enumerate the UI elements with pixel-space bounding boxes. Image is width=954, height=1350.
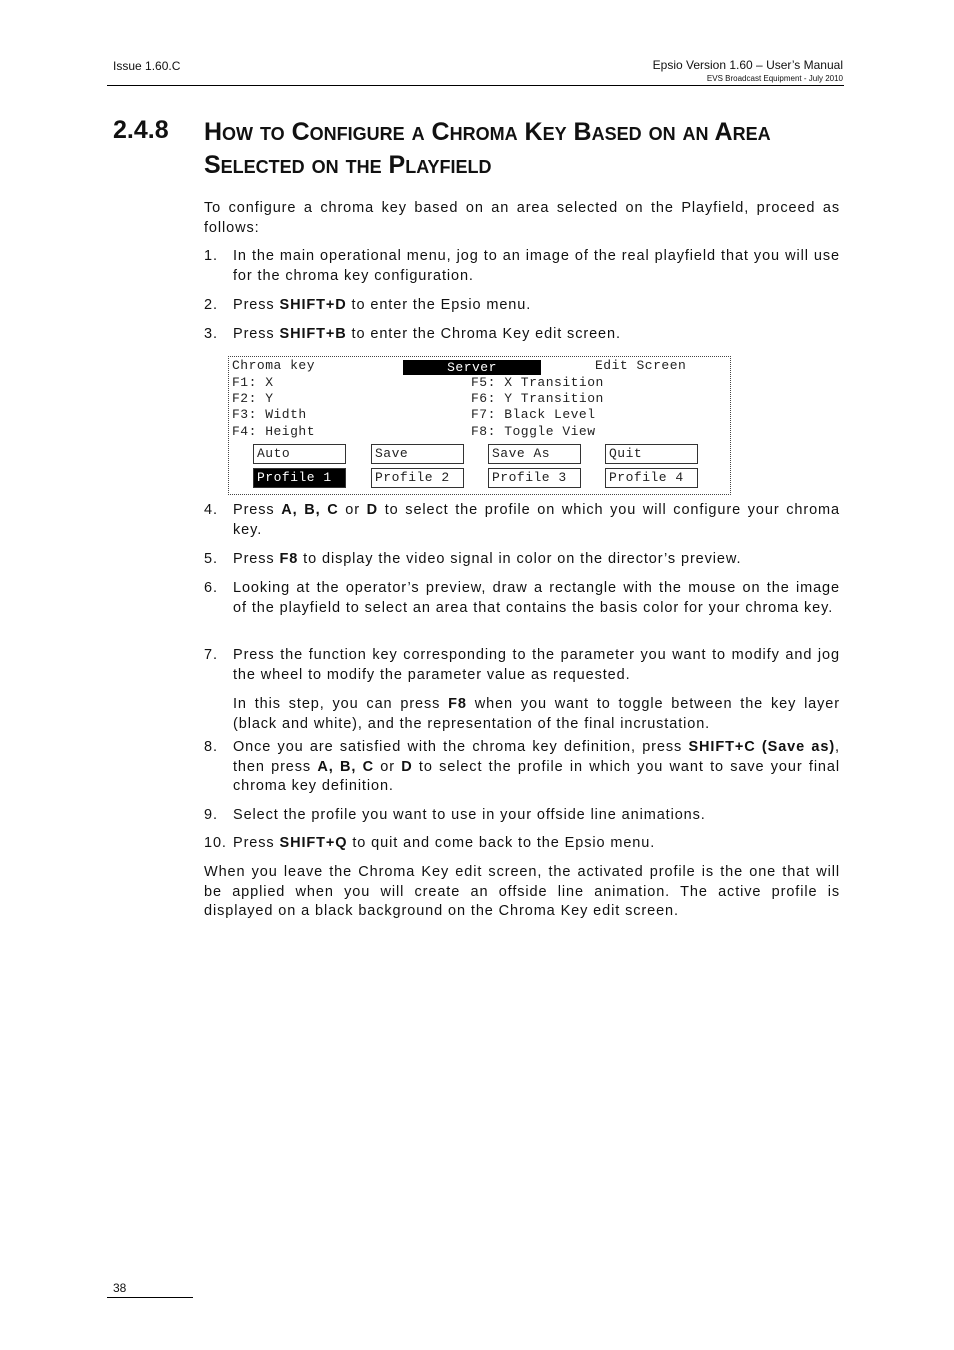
step-text: Press the function key corresponding to the parameter you want to modify and jog the wheel to modify the parameter value as requested. — [233, 647, 840, 683]
function-key-f6: F6: Y Transition — [471, 391, 604, 406]
step-text: Once you are satisfied with the chroma key definition, press SHIFT+C (Save as), then press A, B, C or D to select the profile in which you want to save your final chroma key definition. — [233, 739, 840, 794]
step-number: 9. — [204, 807, 218, 823]
step-text: Press F8 to display the video signal in color on the director’s preview. — [233, 551, 742, 567]
header-company-date: EVS Broadcast Equipment - July 2010 — [706, 74, 843, 83]
step-number: 6. — [204, 580, 218, 596]
key-shortcut: D — [401, 758, 413, 775]
step-number: 2. — [204, 297, 218, 313]
header-manual-title: Epsio Version 1.60 – User’s Manual — [652, 58, 843, 72]
chroma-key-edit-screen — [228, 356, 731, 495]
step-text: In the main operational menu, jog to an image of the real playfield that you will use for the chroma key configuration. — [233, 248, 840, 284]
section-title-line2: Selected on the Playfield — [204, 151, 492, 179]
profile-4-button[interactable]: Profile 4 — [605, 468, 698, 488]
footer-rule — [107, 1297, 193, 1298]
function-key-f2: F2: Y — [232, 391, 274, 406]
key-shortcut: SHIFT+B — [279, 326, 347, 342]
page-number: 38 — [113, 1281, 127, 1295]
step-text: Press SHIFT+Q to quit and come back to the Epsio menu. — [233, 835, 656, 851]
profile-2-button[interactable]: Profile 2 — [371, 468, 464, 488]
function-key-f3: F3: Width — [232, 407, 307, 422]
header-right — [653, 58, 843, 83]
key-shortcut: D — [366, 502, 379, 518]
save-as-button[interactable]: Save As — [488, 444, 581, 464]
edit-screen-label: Edit Screen — [595, 358, 687, 373]
screen-title: Chroma key — [232, 358, 316, 373]
step-number: 1. — [204, 248, 218, 264]
function-key-f8: F8: Toggle View — [471, 424, 596, 439]
step-text: Press SHIFT+B to enter the Chroma Key edit screen. — [233, 326, 621, 342]
header-rule — [107, 85, 844, 86]
step-number: 5. — [204, 551, 218, 567]
step-number: 3. — [204, 326, 218, 342]
header-issue: Issue 1.60.C — [113, 59, 181, 73]
step-number: 4. — [204, 502, 218, 518]
key-shortcut: F8 — [448, 696, 467, 712]
auto-button[interactable]: Auto — [253, 444, 346, 464]
step-text: In this step, you can press F8 when you want to toggle between the key layer (black and white), and the representation of the final incrustation. — [233, 696, 840, 732]
step-number: 8. — [204, 739, 218, 755]
save-button[interactable]: Save — [371, 444, 464, 464]
function-key-f5: F5: X Transition — [471, 375, 604, 390]
key-shortcut: A, B, C — [317, 758, 374, 775]
step-number: 10. — [204, 835, 227, 851]
key-shortcut: A, B, C — [281, 502, 339, 518]
key-shortcut: SHIFT+D — [279, 297, 347, 313]
key-shortcut: SHIFT+Q — [279, 835, 348, 851]
step-text: Press A, B, C or D to select the profile on which you will configure your chroma key. — [233, 502, 840, 538]
function-key-f1: F1: X — [232, 375, 274, 390]
function-key-f4: F4: Height — [232, 424, 316, 439]
server-indicator: Server — [403, 360, 541, 375]
intro-paragraph: To configure a chroma key based on an area selected on the Playfield, proceed as follows: — [204, 200, 840, 236]
step-number: 7. — [204, 647, 218, 663]
closing-paragraph: When you leave the Chroma Key edit screen, the activated profile is the one that will be applied when you will create an offside line animation. The active profile is displayed on a black background on the Chroma Key edit screen. — [204, 864, 840, 919]
step-text: Looking at the operator’s preview, draw a rectangle with the mouse on the image of the playfield to select an area that contains the basis color for your chroma key. — [233, 580, 840, 616]
profile-1-button[interactable]: Profile 1 — [253, 468, 346, 488]
step-text: Select the profile you want to use in your offside line animations. — [233, 807, 706, 823]
function-key-f7: F7: Black Level — [471, 407, 596, 422]
section-title-line1: How to Configure a Chroma Key Based on an Area — [204, 118, 771, 146]
key-shortcut: SHIFT+C (Save as) — [688, 739, 836, 755]
section-number: 2.4.8 — [113, 116, 169, 144]
step-text: Press SHIFT+D to enter the Epsio menu. — [233, 297, 532, 313]
section-title — [204, 116, 844, 182]
quit-button[interactable]: Quit — [605, 444, 698, 464]
key-shortcut: F8 — [279, 551, 299, 567]
profile-3-button[interactable]: Profile 3 — [488, 468, 581, 488]
